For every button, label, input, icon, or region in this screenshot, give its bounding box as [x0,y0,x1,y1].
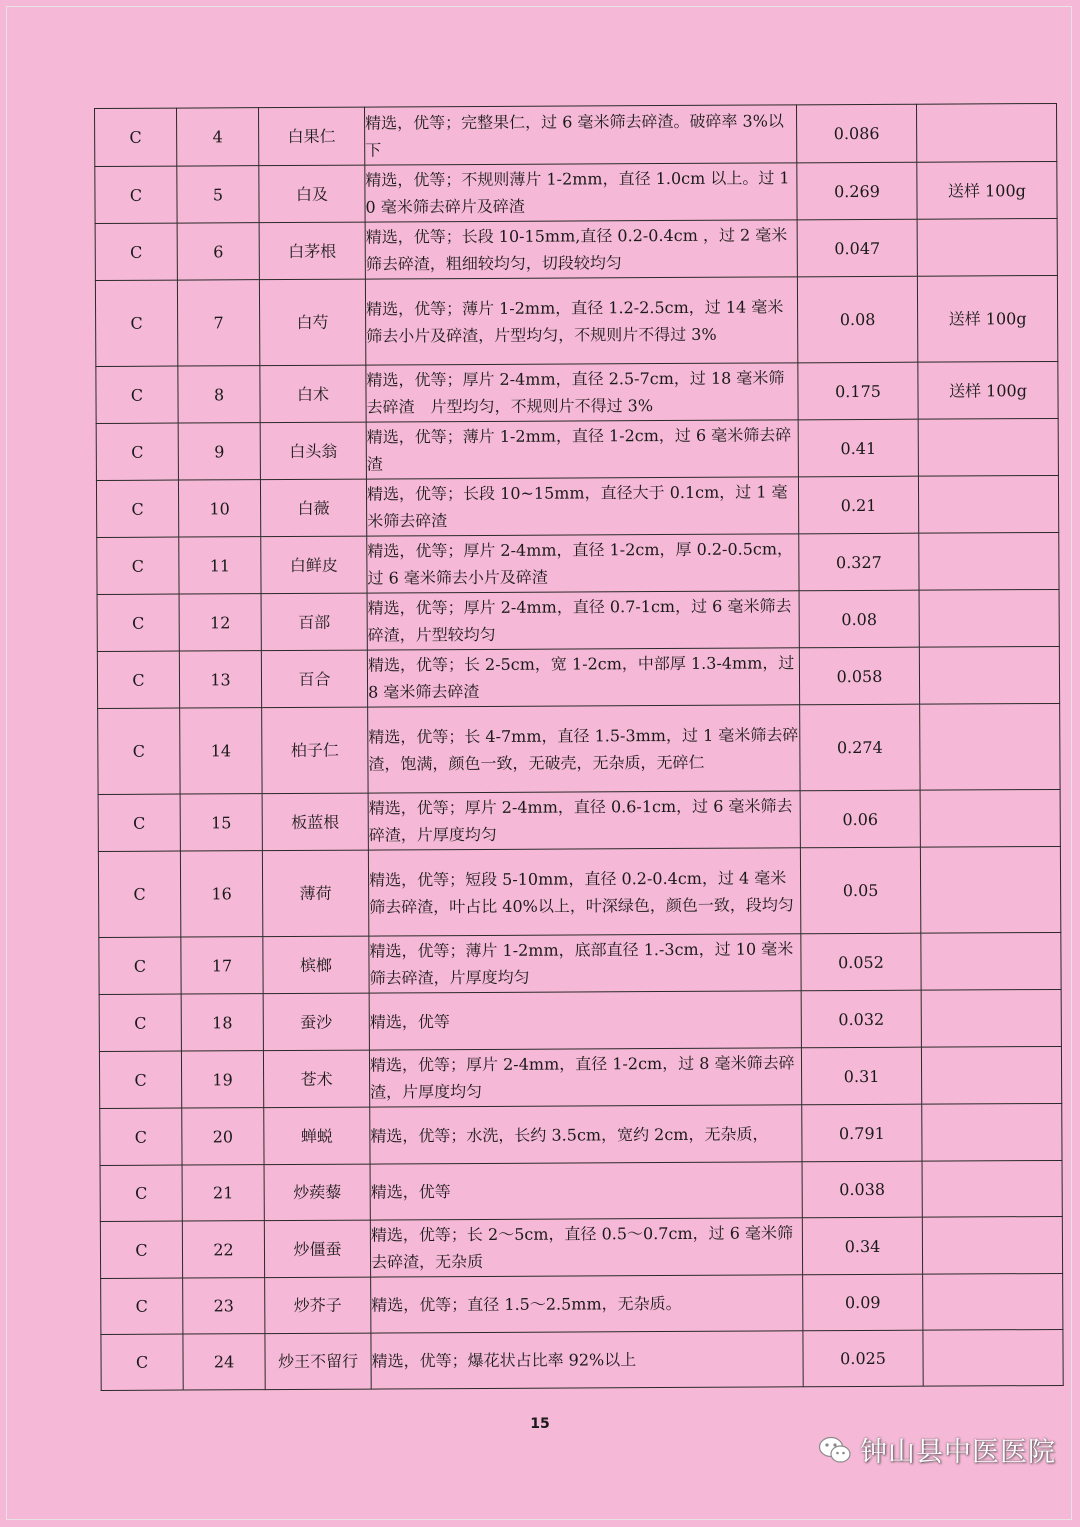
note-cell [918,475,1058,533]
table-row [98,703,1060,794]
note-cell: 送样 100g [917,161,1057,219]
note-cell [922,1216,1062,1274]
spec-cell: 精选，优等 [370,1162,802,1220]
herb-name-cell: 炒蒺藜 [264,1164,370,1221]
spec-cell: 精选，优等 [369,991,801,1050]
price-cell: 0.032 [801,990,921,1048]
herb-name-cell: 柏子仁 [262,707,368,794]
table-row [101,1273,1063,1334]
grade-cell: C [95,166,177,223]
number-cell: 14 [180,708,262,794]
herb-name-cell: 百部 [261,593,367,651]
table-row [97,589,1059,651]
spec-cell: 精选，优等；厚片 2-4mm，直径 1-2cm，厚 0.2-0.5cm，过 6 毫米筛去小片及碎渣 [367,534,799,593]
price-cell: 0.21 [798,476,918,534]
grade-cell: C [97,537,179,594]
spec-cell: 精选，优等；厚片 2-4mm，直径 0.6-1cm，过 6 毫米筛去碎渣，片厚度均匀 [368,791,800,850]
grade-cell: C [96,480,178,537]
price-cell: 0.327 [799,533,919,591]
grade-cell: C [96,366,178,423]
table-row [100,1160,1062,1221]
price-cell: 0.08 [799,590,919,648]
price-cell: 0.269 [797,162,917,220]
grade-cell: C [95,108,177,166]
number-cell: 8 [178,366,260,423]
number-cell: 23 [183,1278,265,1334]
table-row [95,103,1057,166]
grade-cell: C [99,994,181,1051]
herb-name-cell: 炒僵蚕 [264,1220,370,1278]
price-cell: 0.31 [801,1047,921,1105]
number-cell: 18 [181,994,263,1051]
note-cell: 送样 100g [918,361,1058,419]
number-cell: 11 [179,537,261,594]
price-cell: 0.086 [796,104,916,163]
herb-name-cell: 蝉蜕 [264,1107,370,1165]
spec-cell: 精选，优等；厚片 2-4mm，直径 0.7-1cm，过 6 毫米筛去碎渣，片型较均匀 [367,591,799,650]
price-cell: 0.025 [803,1330,923,1387]
price-cell: 0.06 [800,790,920,848]
spec-cell: 精选，优等；厚片 2-4mm，直径 1-2cm，过 8 毫米筛去碎渣，片厚度均匀 [369,1048,801,1107]
herb-name-cell: 白头翁 [260,422,366,480]
spec-cell: 精选，优等；厚片 2-4mm，直径 2.5-7cm，过 18 毫米筛去碎渣 片型均匀，不规则片不得过 3% [366,363,798,422]
table-row [98,846,1060,937]
number-cell: 16 [180,851,262,937]
number-cell: 10 [178,480,260,537]
herb-name-cell: 白薇 [260,479,366,537]
price-cell: 0.05 [800,847,920,934]
herb-name-cell: 百合 [261,650,367,708]
herb-spec-table [94,103,1064,1391]
price-cell: 0.34 [802,1217,922,1275]
price-cell: 0.08 [797,276,917,363]
grade-cell: C [101,1334,183,1390]
table-row [97,646,1059,708]
note-cell [920,789,1060,847]
herb-name-cell: 薄荷 [262,850,368,937]
note-cell [920,846,1060,933]
herb-name-cell: 板蓝根 [262,793,368,851]
number-cell: 9 [178,423,260,480]
grade-cell: C [96,423,178,480]
watermark-text: 钟山县中医医院 [860,1437,1056,1468]
price-cell: 0.791 [802,1104,922,1162]
spec-cell: 精选，优等；长 2～5cm，直径 0.5～0.7cm，过 6 毫米筛去碎渣，无杂质 [370,1218,802,1277]
price-cell: 0.274 [800,704,920,791]
price-cell: 0.41 [798,419,918,477]
price-cell: 0.052 [801,933,921,991]
number-cell: 15 [180,794,262,851]
table-row [100,1103,1062,1165]
grade-cell: C [100,1221,182,1278]
spec-cell: 精选，优等；完整果仁，过 6 毫米筛去碎渣。破碎率 3%以下 [364,105,796,165]
spec-cell: 精选，优等；短段 5-10mm，直径 0.2-0.4cm，过 4 毫米筛去碎渣，叶占比 40%以上，叶深绿色，颜色一致，段均匀 [368,848,800,936]
table-row [99,1046,1061,1108]
table-row [95,218,1057,280]
note-cell [919,532,1059,590]
number-cell: 7 [177,280,259,366]
spec-cell: 精选，优等；长段 10-15mm,直径 0.2-0.4cm ，过 2 毫米筛去碎渣，粗细较均匀，切段较均匀 [365,220,797,279]
note-cell [919,589,1059,647]
price-cell: 0.175 [798,362,918,420]
spec-cell: 精选，优等；爆花状占比率 92%以上 [371,1331,803,1389]
table-row [97,532,1059,594]
note-cell: 送样 100g [917,275,1057,362]
note-cell [921,932,1061,990]
number-cell: 5 [177,166,259,223]
table-row [99,932,1061,994]
table-row [95,275,1057,366]
grade-cell: C [98,794,180,851]
table-row [99,989,1061,1051]
price-cell: 0.09 [803,1274,923,1331]
watermark [818,1430,1056,1469]
number-cell: 17 [181,937,263,994]
spec-cell: 精选，优等；薄片 1-2mm，直径 1-2cm，过 6 毫米筛去碎渣 [366,420,798,479]
herb-name-cell: 白果仁 [259,107,365,166]
note-cell [918,418,1058,476]
spec-cell: 精选，优等；长 2-5cm，宽 1-2cm，中部厚 1.3-4mm，过 8 毫米筛去碎渣 [367,648,799,707]
number-cell: 13 [179,651,261,708]
grade-cell: C [98,708,180,794]
grade-cell: C [95,223,177,280]
note-cell [917,218,1057,276]
number-cell: 6 [177,223,259,280]
herb-name-cell: 白茅根 [259,222,365,280]
table-row [96,418,1058,480]
note-cell [922,1160,1062,1217]
number-cell: 12 [179,594,261,651]
herb-name-cell: 白鲜皮 [261,536,367,594]
number-cell: 4 [177,108,259,166]
note-cell [919,646,1059,704]
number-cell: 20 [182,1108,264,1165]
grade-cell: C [97,651,179,708]
spec-cell: 精选，优等；薄片 1-2mm，底部直径 1.-3cm，过 10 毫米筛去碎渣，片厚度均匀 [369,934,801,993]
page-number: 15 [530,1416,550,1432]
table-row [96,361,1058,423]
spec-cell: 精选，优等；直径 1.5～2.5mm，无杂质。 [371,1275,803,1333]
herb-name-cell: 炒王不留行 [265,1333,371,1390]
grade-cell: C [98,851,180,937]
herb-name-cell: 白及 [259,165,365,223]
number-cell: 19 [181,1051,263,1108]
price-cell: 0.047 [797,219,917,277]
table-body [95,103,1064,1390]
table-row [98,789,1060,851]
herb-name-cell: 白术 [260,365,366,423]
spec-cell: 精选，优等；不规则薄片 1-2mm，直径 1.0cm 以上。过 10 毫米筛去碎片及碎渣 [365,163,797,222]
herb-name-cell: 苍术 [263,1050,369,1108]
herb-name-cell: 炒芥子 [265,1277,371,1334]
grade-cell: C [100,1108,182,1165]
grade-cell: C [99,1051,181,1108]
grade-cell: C [99,937,181,994]
spec-cell: 精选，优等；长段 10~15mm，直径大于 0.1cm，过 1 毫米筛去碎渣 [366,477,798,536]
table-row [96,475,1058,537]
table-row [101,1329,1063,1390]
wechat-icon [818,1435,852,1465]
table-row [100,1216,1062,1278]
note-cell [923,1329,1063,1386]
number-cell: 21 [182,1165,264,1221]
spec-cell: 精选，优等；薄片 1-2mm，直径 1.2-2.5cm，过 14 毫米筛去小片及碎渣，片型均匀，不规则片不得过 3% [365,277,797,365]
table-row [95,161,1057,223]
note-cell [921,1046,1061,1104]
note-cell [920,703,1060,790]
spec-cell: 精选，优等；长 4-7mm，直径 1.5-3mm，过 1 毫米筛去碎渣，饱满，颜色一致，无破壳，无杂质，无碎仁 [368,705,800,793]
grade-cell: C [100,1165,182,1221]
grade-cell: C [95,280,177,366]
note-cell [916,103,1056,162]
grade-cell: C [101,1278,183,1334]
number-cell: 22 [182,1221,264,1278]
number-cell: 24 [183,1334,265,1390]
grade-cell: C [97,594,179,651]
herb-name-cell: 白芍 [259,279,365,366]
note-cell [921,989,1061,1047]
note-cell [923,1273,1063,1330]
herb-name-cell: 槟榔 [263,936,369,994]
herb-name-cell: 蚕沙 [263,993,369,1051]
note-cell [922,1103,1062,1161]
price-cell: 0.038 [802,1161,922,1218]
price-cell: 0.058 [799,647,919,705]
spec-cell: 精选，优等；水洗，长约 3.5cm，宽约 2cm，无杂质， [370,1105,802,1164]
